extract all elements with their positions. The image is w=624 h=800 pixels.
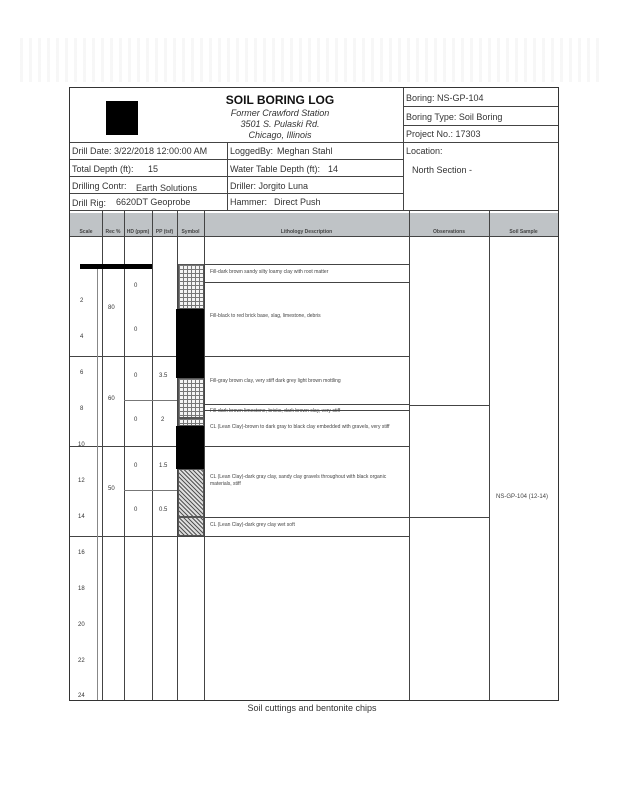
- site-name: Former Crawford Station: [230, 108, 330, 118]
- total-depth-value: 15: [148, 164, 159, 174]
- lith-desc-2: Fill-black to red brick base, slag, limestone, debris: [210, 313, 321, 319]
- scale-16: 16: [78, 550, 85, 556]
- lith-desc-1: Fill-dark brown sandy silty loamy clay with root matter: [210, 269, 329, 275]
- location-value: North Section -: [412, 165, 473, 175]
- boring-type: Boring Type: Soil Boring: [406, 112, 503, 122]
- drilling-contr-value: Earth Solutions: [136, 183, 198, 193]
- project-no: Project No.: 17303: [406, 129, 481, 139]
- pid-5: 0: [134, 463, 138, 469]
- pid-3: 0: [134, 373, 138, 379]
- logged-by-value: Meghan Stahl: [277, 146, 333, 156]
- lith-desc-5: CL (Lean Clay)-brown to dark gray to black clay embedded with gravels, very stiff: [210, 424, 390, 430]
- col-observations: Observations: [433, 229, 465, 235]
- recovery-run-1: 80: [108, 305, 115, 311]
- col-lithology: Lithology Description: [280, 229, 333, 235]
- scale-10: 10: [78, 442, 85, 448]
- lith-desc-7: CL (Lean Clay)-dark grey clay wet soft: [210, 522, 295, 528]
- symbol-clay-hatch-2: [178, 517, 204, 536]
- scale-6: 6: [80, 370, 84, 376]
- backfill-note: Soil cuttings and bentonite chips: [247, 703, 377, 713]
- scan-noise: [20, 38, 605, 82]
- boring-log-sheet: [69, 87, 559, 701]
- scale-8: 8: [80, 406, 84, 412]
- pp-4: 0.5: [159, 507, 168, 513]
- symbol-fill-black-1: [176, 309, 204, 378]
- col-soil-sample: Soil Sample: [509, 229, 538, 235]
- drilling-contr-label: Drilling Contr:: [72, 181, 127, 191]
- soil-sample-id: NS-GP-104 (12-14): [496, 494, 549, 500]
- driller: Driller: Jorgito Luna: [230, 181, 309, 191]
- logo-redacted: [106, 101, 138, 135]
- scale-12: 12: [78, 478, 85, 484]
- site-city: Chicago, Illinois: [248, 130, 312, 140]
- pid-6: 0: [134, 507, 138, 513]
- location-label: Location:: [406, 146, 443, 156]
- drill-rig-label: Drill Rig:: [72, 198, 107, 208]
- col-rec: Rec %: [105, 229, 121, 235]
- pp-2: 2: [161, 417, 165, 423]
- pid-2: 0: [134, 327, 138, 333]
- scale-4: 4: [80, 334, 84, 340]
- scale-2: 2: [80, 298, 84, 304]
- lith-desc-4: Fill-dark brown limestone, bricks, dark brown clay, very stiff: [210, 408, 341, 414]
- pid-4: 0: [134, 417, 138, 423]
- scale-20: 20: [78, 622, 85, 628]
- log-title: SOIL BORING LOG: [225, 93, 335, 107]
- pp-1: 3.5: [159, 373, 168, 379]
- ground-surface-bar: [80, 264, 152, 269]
- lith-desc-3: Fill-gray brown clay, very stiff dark grey light brown mottling: [210, 378, 341, 384]
- symbol-fill-grid-2: [178, 378, 204, 418]
- site-address: 3501 S. Pulaski Rd.: [240, 119, 320, 129]
- scale-22: 22: [78, 658, 85, 664]
- pp-3: 1.5: [159, 463, 168, 469]
- col-pid: HD (ppm): [126, 229, 150, 235]
- col-scale: Scale: [79, 229, 93, 235]
- scale-24: 24: [78, 693, 85, 699]
- symbol-clay-hatch-1: [178, 469, 204, 517]
- scale-18: 18: [78, 586, 85, 592]
- symbol-fill-grid-1: [178, 264, 204, 309]
- drill-date: Drill Date: 3/22/2018 12:00:00 AM: [72, 146, 208, 156]
- symbol-fill-grid-3: [178, 418, 204, 426]
- water-table-value: 14: [328, 164, 339, 174]
- symbol-fill-black-2: [176, 426, 204, 469]
- col-symbol: Symbol: [181, 229, 200, 235]
- lith-desc-6: CL (Lean Clay)-dark gray clay, sandy clay gravels throughout with black organic materials, stiff: [210, 474, 387, 487]
- drill-rig-value: 6620DT Geoprobe: [116, 197, 191, 207]
- pid-1: 0: [134, 283, 138, 289]
- boring-id: Boring: NS-GP-104: [406, 93, 484, 103]
- logged-by-label: LoggedBy:: [230, 146, 274, 156]
- recovery-run-2: 60: [108, 396, 115, 402]
- total-depth-label: Total Depth (ft):: [72, 164, 134, 174]
- hammer-label: Hammer:: [230, 197, 268, 207]
- water-table-label: Water Table Depth (ft):: [230, 164, 321, 174]
- hammer-value: Direct Push: [274, 197, 321, 207]
- recovery-run-3: 50: [108, 486, 115, 492]
- scale-14: 14: [78, 514, 85, 520]
- col-pp: PP (tsf): [155, 229, 174, 235]
